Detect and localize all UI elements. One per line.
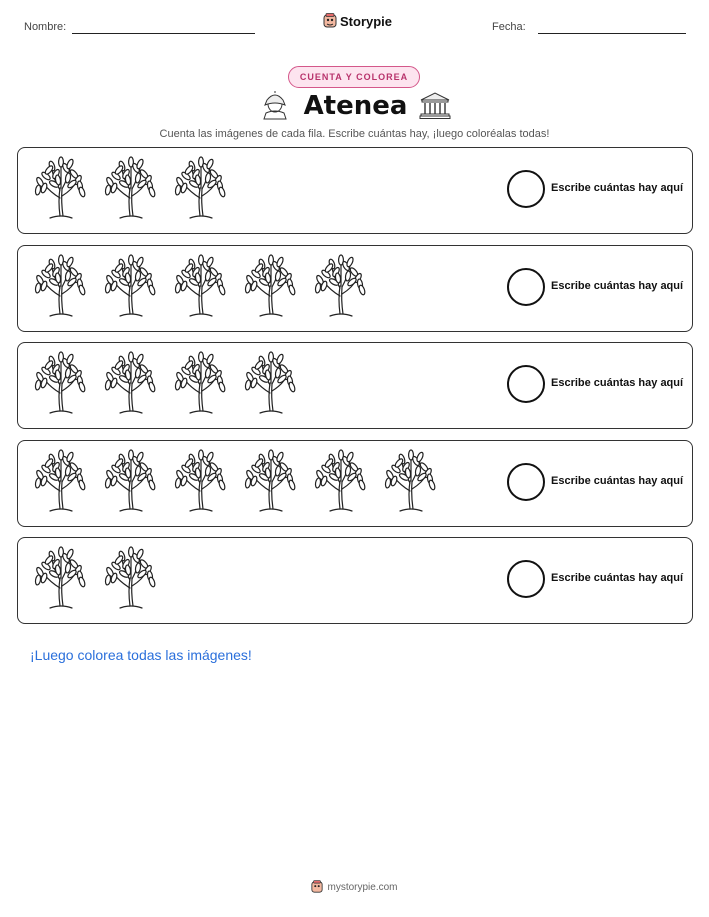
tree-group: [30, 351, 300, 417]
olive-tree-icon: [170, 449, 230, 515]
brand-name: Storypie: [340, 13, 393, 29]
tree-group: [30, 156, 230, 222]
count-row: [17, 440, 693, 527]
answer-circle[interactable]: [507, 365, 545, 403]
count-row: [17, 342, 693, 429]
tree-group: [30, 546, 160, 612]
count-row: [17, 537, 693, 624]
title-row: [0, 91, 709, 121]
name-line[interactable]: [72, 33, 255, 34]
olive-tree-icon: [240, 449, 300, 515]
name-label: Nombre:: [24, 21, 67, 33]
footer-note: ¡Luego colorea todas las imágenes!: [30, 647, 252, 663]
olive-tree-icon: [380, 449, 440, 515]
olive-tree-icon: [30, 254, 90, 320]
brand-logo: [323, 13, 392, 29]
answer-label: Escribe cuántas hay aquí: [551, 377, 684, 389]
count-row: [17, 147, 693, 234]
olive-tree-icon: [100, 546, 160, 612]
olive-tree-icon: [30, 546, 90, 612]
olive-tree-icon: [100, 254, 160, 320]
storypie-mascot-icon: [323, 13, 337, 29]
answer-circle[interactable]: [507, 463, 545, 501]
olive-tree-icon: [30, 156, 90, 222]
athena-bust-icon: [258, 91, 292, 121]
olive-tree-icon: [240, 254, 300, 320]
footer-url: mystorypie.com: [327, 881, 398, 893]
answer-circle[interactable]: [507, 170, 545, 208]
storypie-mascot-icon: [311, 880, 323, 894]
tree-group: [30, 449, 440, 515]
answer-label: Escribe cuántas hay aquí: [551, 280, 684, 292]
olive-tree-icon: [170, 156, 230, 222]
page-title: Atenea: [303, 91, 408, 121]
answer-label: Escribe cuántas hay aquí: [551, 572, 684, 584]
olive-tree-icon: [100, 351, 160, 417]
greek-temple-icon: [419, 92, 451, 120]
olive-tree-icon: [240, 351, 300, 417]
olive-tree-icon: [310, 449, 370, 515]
answer-circle[interactable]: [507, 560, 545, 598]
olive-tree-icon: [170, 254, 230, 320]
answer-circle[interactable]: [507, 268, 545, 306]
date-label: Fecha:: [492, 21, 526, 33]
olive-tree-icon: [30, 351, 90, 417]
activity-badge: CUENTA Y COLOREA: [288, 66, 420, 88]
tree-group: [30, 254, 370, 320]
olive-tree-icon: [170, 351, 230, 417]
answer-label: Escribe cuántas hay aquí: [551, 475, 684, 487]
olive-tree-icon: [310, 254, 370, 320]
answer-label: Escribe cuántas hay aquí: [551, 182, 684, 194]
footer: [0, 880, 709, 894]
date-line[interactable]: [538, 33, 686, 34]
olive-tree-icon: [100, 156, 160, 222]
instructions: Cuenta las imágenes de cada fila. Escribe cuántas hay, ¡luego coloréalas todas!: [159, 128, 550, 140]
count-row: [17, 245, 693, 332]
olive-tree-icon: [30, 449, 90, 515]
olive-tree-icon: [100, 449, 160, 515]
